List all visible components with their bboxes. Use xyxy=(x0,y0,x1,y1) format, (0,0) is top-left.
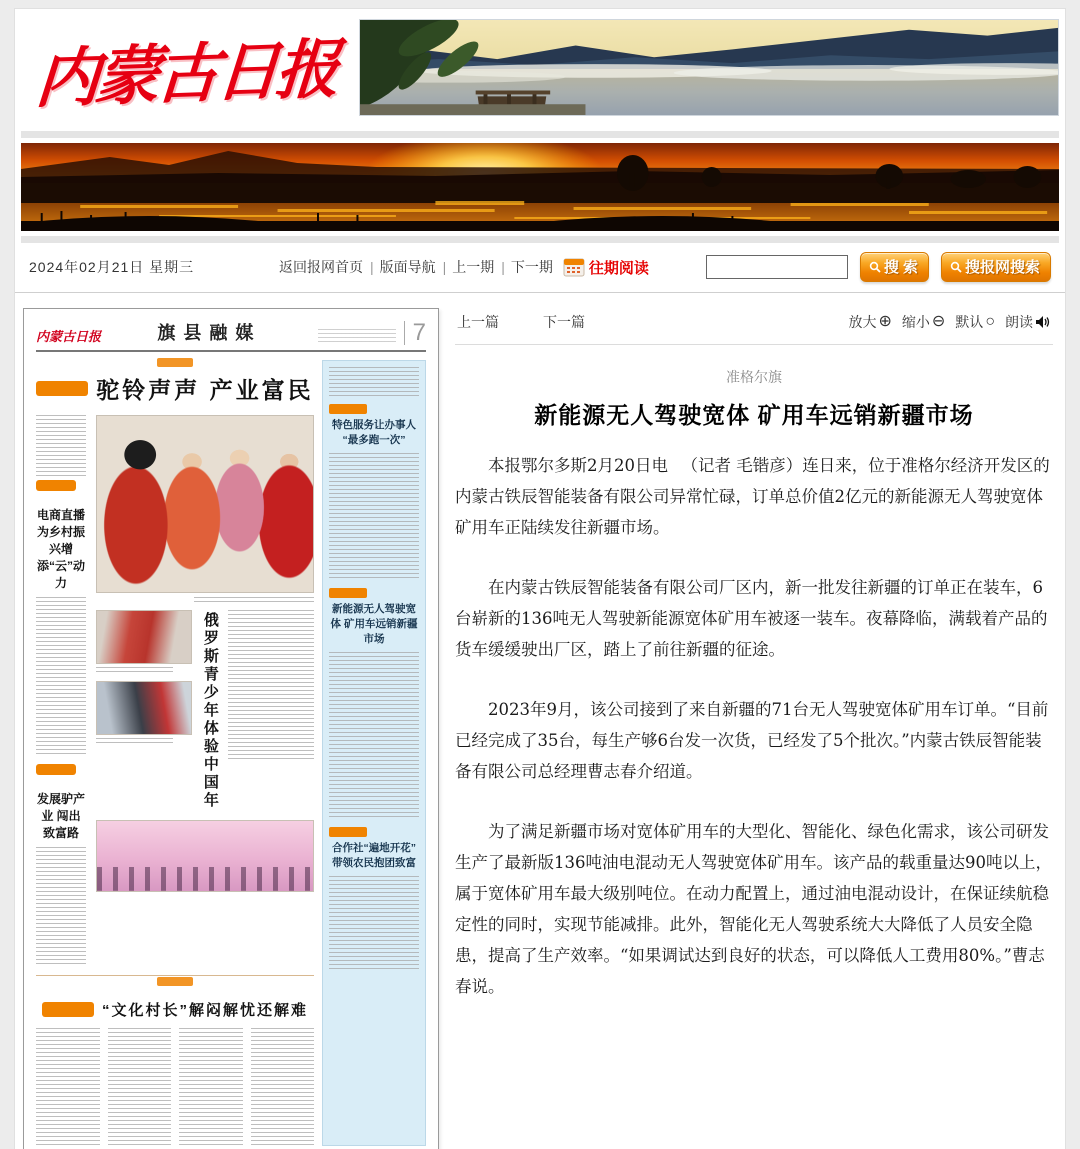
newspaper-page-thumbnail[interactable] xyxy=(24,309,438,1149)
link-page-nav[interactable]: 版面导航 | xyxy=(380,257,453,277)
default-size-control[interactable] xyxy=(955,312,995,332)
thumb-headline-culture: “文化村长”解闷解忧还解难 xyxy=(101,1002,308,1019)
masthead-banner-photo xyxy=(359,19,1059,116)
side-headline-energy: 新能源无人驾驶宽体 矿用车远销新疆市场 xyxy=(330,603,418,645)
thumb-main-columns xyxy=(36,360,314,1146)
page-container xyxy=(14,8,1066,1149)
fake-text-block xyxy=(228,610,314,760)
separator-strip xyxy=(21,131,1059,138)
zoom-out-icon: ⊖ xyxy=(931,313,946,330)
section-marker xyxy=(157,977,193,986)
headline-tag xyxy=(329,404,367,414)
search-icon xyxy=(950,261,962,273)
fake-text-block xyxy=(329,652,419,820)
fake-text-block xyxy=(36,597,86,755)
link-next-issue[interactable]: 下一期 xyxy=(510,259,553,275)
fake-text-block xyxy=(36,1028,100,1146)
article-body xyxy=(455,450,1053,1031)
thumb-page-number: 7 xyxy=(404,321,426,345)
headline-tag xyxy=(42,1002,94,1017)
opera-costume-photo xyxy=(96,415,314,593)
photo-caption-lines xyxy=(96,667,173,673)
fake-text-block xyxy=(36,847,86,967)
read-aloud-control[interactable] xyxy=(1005,312,1051,332)
article-paragraph: 2023年9月，该公司接到了来自新疆的71台无人驾驶宽体矿用车订单。“目前已经完成了35台，每生产够6台发一次货，已经发了5个批次。”内蒙古铁辰智能装备有限公司总经理曹志春介绍道。 xyxy=(455,700,1049,781)
fake-text-block xyxy=(36,415,86,479)
fake-text-block xyxy=(251,1028,315,1146)
default-size-label: 默认 xyxy=(955,314,984,330)
sunset-banner-photo xyxy=(21,143,1059,231)
read-aloud-label: 朗读 xyxy=(1005,314,1033,330)
thumb-section-title: 旗县融媒 xyxy=(157,323,262,343)
article-paragraph: 为了满足新疆市场对宽体矿用车的大型化、智能化、绿色化需求，该公司研发生产了最新版136吨油电混动无人驾驶宽体矿用车。该产品的载重量达90吨以上，属于宽体矿用车最大级别吨位。在动力配置上，通过油电混动设计，在保证续航稳定性的同时，实现节能减排。此外，智能化无人驾驶系统大大降低了人员安全隐患，提高了生产效率。“如果调试达到良好的状态，可以降低人工费用80%。”曹志春说。 xyxy=(455,822,1052,996)
main-content xyxy=(15,293,1065,1149)
headline-tag xyxy=(329,827,367,837)
thumb-meta-lines xyxy=(318,329,396,345)
link-home[interactable]: 返回报网首页 | xyxy=(279,257,380,277)
small-photo-stack xyxy=(96,610,192,812)
zoom-in-icon: ⊕ xyxy=(878,313,892,330)
stage-performance-photo xyxy=(96,820,314,892)
search-button[interactable] xyxy=(860,252,929,282)
next-article-link[interactable]: 下一篇 xyxy=(543,314,585,330)
article-top-nav xyxy=(455,308,1053,345)
masthead xyxy=(15,9,1065,131)
zoom-in-control[interactable] xyxy=(849,312,892,332)
link-prev-issue[interactable]: 上一期 | xyxy=(452,257,511,277)
thumb-mid-row xyxy=(96,610,314,812)
fake-text-block xyxy=(108,1028,172,1146)
small-photo xyxy=(96,610,192,664)
thumb-culture-section xyxy=(36,975,314,1146)
speaker-icon xyxy=(1035,315,1051,329)
toolbar xyxy=(15,243,1065,293)
search-button-label: 搜 索 xyxy=(883,259,918,276)
separator-strip-2 xyxy=(21,236,1059,243)
newspaper-logo: 内蒙古日报 xyxy=(33,31,339,118)
thumb-columns xyxy=(36,415,314,967)
section-divider xyxy=(36,975,314,995)
current-date: 2024年02月21日 星期三 xyxy=(29,259,195,275)
fake-text-block xyxy=(329,453,419,581)
calendar-icon xyxy=(563,258,585,277)
thumb-headline-band xyxy=(36,360,314,405)
thumb-column-left xyxy=(36,415,86,967)
misty-lake-photo xyxy=(360,20,1058,115)
fake-text-block xyxy=(179,1028,243,1146)
sunset-lake-photo xyxy=(21,143,1059,231)
zoom-out-label: 缩小 xyxy=(901,314,930,330)
archive-entry[interactable] xyxy=(563,257,649,278)
archive-label[interactable]: 往期阅读 xyxy=(588,259,649,277)
thumb-main-headline: 驼铃声声 产业富民 xyxy=(96,377,314,403)
thumb-side-column xyxy=(322,360,426,1146)
search-input[interactable] xyxy=(706,255,848,279)
photo-caption-lines xyxy=(194,597,314,604)
thumb-vertical-headline-russia: 俄罗斯青少年体验中国年 xyxy=(201,612,219,810)
side-headline-service: 特色服务让办事人 “最多跑一次” xyxy=(332,419,416,446)
headline-tag xyxy=(329,588,367,598)
thumb-culture-columns xyxy=(36,1028,314,1146)
headline-tag xyxy=(36,381,88,396)
article-title: 新能源无人驾驶宽体 矿用车远销新疆市场 xyxy=(534,402,974,428)
newspaper-page-panel xyxy=(23,308,439,1149)
thumb-subheadline-ecommerce: 电商直播为乡村振兴增添“云”动力 xyxy=(36,508,85,590)
default-size-icon: ○ xyxy=(985,313,995,330)
small-photo xyxy=(96,681,192,735)
thumb-column-center xyxy=(96,415,314,967)
article-kicker: 准格尔旗 xyxy=(726,369,782,385)
site-search-button-label: 搜报网搜索 xyxy=(964,259,1040,276)
zoom-out-control[interactable] xyxy=(902,312,945,332)
thumb-page-header xyxy=(36,319,426,352)
headline-tag xyxy=(36,480,76,491)
site-search-button[interactable] xyxy=(941,252,1051,282)
photo-caption-lines xyxy=(96,738,173,744)
thumb-body xyxy=(36,360,426,1146)
search-icon xyxy=(869,261,881,273)
section-marker xyxy=(157,358,193,367)
headline-tag xyxy=(36,764,76,775)
zoom-in-label: 放大 xyxy=(848,314,877,330)
search-zone xyxy=(706,252,1051,282)
thumb-subheadline-donkey: 发展驴产业 闯出致富路 xyxy=(36,792,85,840)
fake-text-block xyxy=(329,367,419,397)
article-tools xyxy=(849,312,1051,332)
fake-text-block xyxy=(329,876,419,972)
article-panel xyxy=(455,308,1053,1149)
toolbar-links xyxy=(279,257,553,277)
article-paragraph: 本报鄂尔多斯2月20日电 （记者 毛锴彦）连日来，位于准格尔经济开发区的内蒙古铁辰智能装备有限公司异常忙碌，订单总价值2亿元的新能源无人驾驶宽体矿用车正陆续发往新疆市场。 xyxy=(455,456,1050,537)
prev-article-link[interactable]: 上一篇 xyxy=(457,314,499,330)
side-headline-coop: 合作社“遍地开花” 带领农民抱团致富 xyxy=(332,842,416,869)
article-paragraph: 在内蒙古铁辰智能装备有限公司厂区内，新一批发往新疆的订单正在装车，6台崭新的136吨无人驾驶新能源宽体矿用车被逐一装车。夜幕降临，满载着产品的货车缓缓驶出厂区，踏上了前往新疆的征途。 xyxy=(455,578,1048,659)
thumb-logo: 内蒙古日报 xyxy=(36,330,102,345)
